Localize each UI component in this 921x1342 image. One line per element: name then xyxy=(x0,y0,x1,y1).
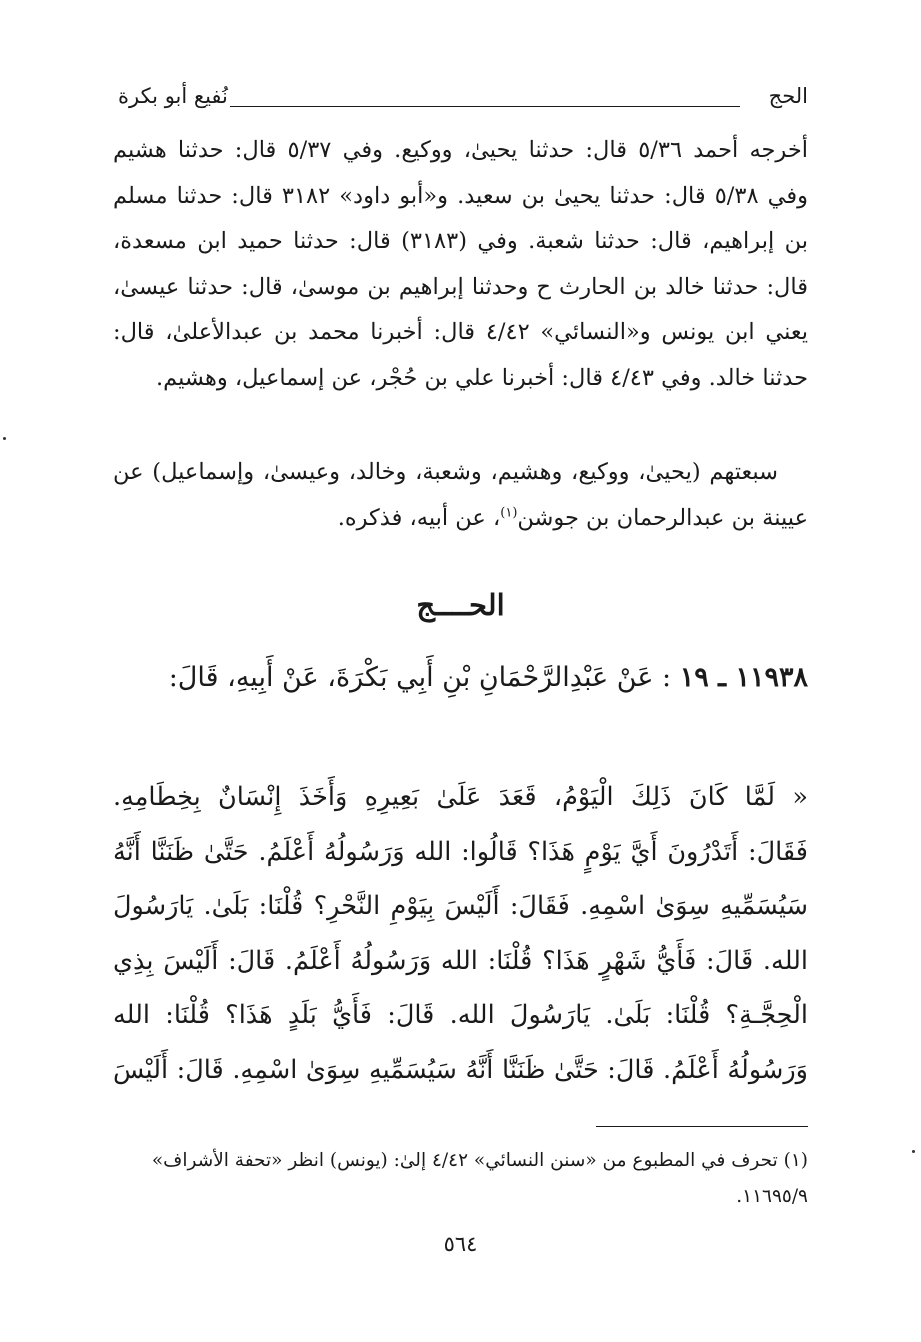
hadith-line: الله. قَالَ: فَأَيُّ شَهْرٍ هَذَا؟ قُلْنَا: الله وَرَسُولُهُ أَعْلَمُ. قَالَ: أَلَيْسَ بِذِي xyxy=(113,945,808,976)
hadith-line: « لَمَّا كَانَ ذَلِكَ الْيَوْمُ، قَعَدَ عَلَىٰ بَعِيرِهِ وَأَخَذَ إِنْسَانٌ بِخِطَامِهِ. xyxy=(113,782,808,812)
header-rule xyxy=(230,106,740,107)
narrators-paragraph xyxy=(113,450,808,541)
takhrij-paragraph: أخرجه أحمد ٥/٣٦ قال: حدثنا يحيىٰ، ووكيع. وفي ٥/٣٧ قال: حدثنا هشيم وفي ٥/٣٨ قال: حدثنا يحيىٰ بن سعيد. و«أبو داود» ٣١٨٢ قال: حدثنا مسلم بن إبراهيم، قال: حدثنا شعبة. وفي (٣١٨٣) قال: حدثنا حميد ابن مسعدة، قال: حدثنا خالد بن الحارث ح وحدثنا إبراهيم بن موسىٰ، قال: حدثنا عيسىٰ، يعني ابن يونس و«النسائي» ٤/٤٢ قال: أخبرنا محمد بن عبدالأعلىٰ، قال: حدثنا خالد. وفي ٤/٤٣ قال: أخبرنا علي بن حُجْر، عن إسماعيل، وهشيم. xyxy=(113,137,808,391)
scan-speck xyxy=(3,437,6,440)
hadith-text xyxy=(113,770,808,1097)
footnote-reference[interactable]: (١) xyxy=(500,505,518,521)
footnote xyxy=(113,1143,808,1215)
scan-speck xyxy=(912,1150,915,1153)
narrators-text-end: ، عن أبيه، فذكره. xyxy=(337,504,501,531)
header-narrator: نُفيع أبو بكرة xyxy=(118,84,228,108)
section-heading: الحــــج xyxy=(416,588,505,622)
running-header xyxy=(118,84,808,120)
hadith-line: وَرَسُولُهُ أَعْلَمُ. قَالَ: حَتَّىٰ ظَنَنَّا أَنَّهُ سَيُسَمِّيهِ سِوَىٰ اسْمِهِ. قَالَ: أَلَيْسَ xyxy=(113,1054,808,1085)
footnote-marker: (١) xyxy=(783,1150,808,1171)
hadith-heading xyxy=(113,652,808,704)
footnote-separator xyxy=(596,1126,808,1127)
hadith-line: الْحِجَّـةِ؟ قُلْنَا: بَلَىٰ. يَارَسُولَ الله. قَالَ: فَأَيُّ بَلَدٍ هَذَا؟ قُلْنَا: الله xyxy=(113,1000,808,1030)
hadith-chain: : عَنْ عَبْدِالرَّحْمَانِ بْنِ أَبِي بَكْرَةَ، عَنْ أَبِيهِ، قَالَ: xyxy=(168,662,672,693)
header-section-title: الحج xyxy=(768,84,808,108)
hadith-number: ١١٩٣٨ ـ ١٩ xyxy=(679,662,808,693)
footnote-text: تحرف في المطبوع من «سنن النسائي» ٤/٤٢ إلىٰ: (يونس) انظر «تحفة الأشراف» ١١٦٩٥/٩. xyxy=(151,1150,808,1207)
narrators-text: سبعتهم (يحيىٰ، ووكيع، وهشيم، وشعبة، وخالد، وعيسىٰ، وإسماعيل) عن عيينة بن عبدالرحمان بن جوشن xyxy=(113,459,808,531)
page-number: ٥٦٤ xyxy=(443,1232,478,1256)
hadith-line: فَقَالَ: أَتَدْرُونَ أَيَّ يَوْمٍ هَذَا؟ قَالُوا: الله وَرَسُولُهُ أَعْلَمُ. حَتَّىٰ ظَنَنَّا أَنَّهُ xyxy=(113,836,808,867)
hadith-line: سَيُسَمِّيهِ سِوَىٰ اسْمِهِ. فَقَالَ: أَلَيْسَ بِيَوْمِ النَّحْرِ؟ قُلْنَا: بَلَىٰ. يَارَسُولَ xyxy=(113,891,808,921)
